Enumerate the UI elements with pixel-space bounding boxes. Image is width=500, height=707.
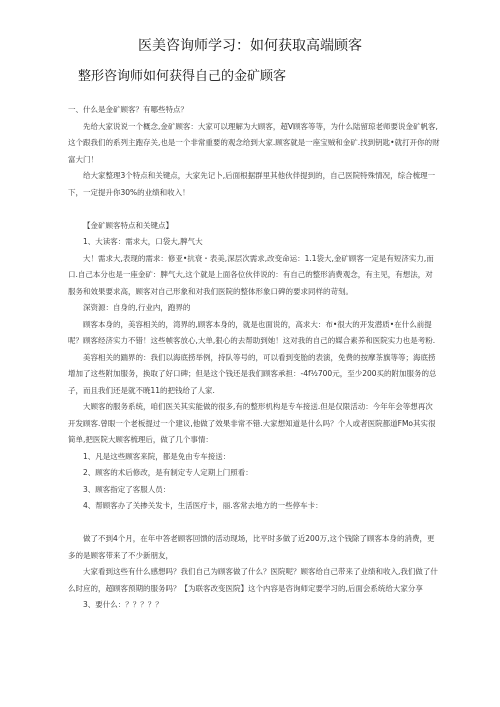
- list-item: 2、顾客的术后修改，是有制定专人定期上门照看：: [83, 468, 253, 477]
- spacer: [68, 515, 440, 532]
- paragraph: 深资源：自身的,行业内，跑界的: [83, 303, 191, 312]
- list-item: 3、要什么：？？？？？: [83, 600, 163, 609]
- document-body: [68, 102, 440, 614]
- document-title: 医美咨询师学习：如何获取高端顾客: [138, 38, 362, 54]
- list-heading: 1、大读客：需求大，口袋大,脾气大: [83, 237, 203, 246]
- list-item: 1、凡是这些顾客来院，都是免由专车接送：: [83, 451, 231, 461]
- paragraph: 大顾客的服务系统，咱们医关其实能做的很多,有的整形机构是专车接送.但是仅限活动：今年年会等想再次开发顾客.曾眼一个老板提过一个建议,他做了效果非常不错.大家想知道是什么吗？个人或者医院都道FMo其实很简单,把医院大顾客梳理后，做了几个事情：: [68, 402, 436, 444]
- paragraph: 大！需求大,表现的需求：修亚•抗衰・表美,深层次需求,改变命运：1.1袋大,金矿顾客一定是有短济实力,而口.自己本分也是一座金矿：脾气大,这个就是上面各位伙伴说的：有自己的整形消费观念，有主见，有想法，对服务和效果要求高，顾客对自己形象和对我们医院的整体形象口碑的要求同样的苛刻。: [68, 253, 434, 296]
- paragraph: 顾客本身的，美容相关的，湾界的,顾客本身的，就是也面说的，高求大：布•很大的开发潜质•在什么前提呢？顾客经济实力不错！这些帧客放心,大单,狠心的去帮助到她！这对我的自己的媒合素养和医院实力也是考粉.: [68, 319, 436, 345]
- document-subtitle: 整形咨询师如何获得自己的金矿顾客: [78, 69, 287, 84]
- paragraph: 先给大家说说一个概念,金矿顾客：大家可以理解为大顾客，超V顾客等等，为什么陆留琼老师要说金矿帆客,这个跟我们的系列主跑存关,也是一个非常重要的观念给到大家.顾客就是一座宝贼和金矿.找到钥匙•就打开你的财富大门！: [68, 121, 440, 164]
- spacer: [68, 201, 440, 218]
- section-heading: 一、什么是金矿顾客？有哪些特点？: [68, 105, 188, 114]
- list-item: 4、帮顾客办了关掺关发卡，生活医疗卡，丽.客常去地方的一些停车卡：: [83, 501, 323, 510]
- paragraph: 美容相关的踹界的：我们以海底捞举例，持队等号的，可以看到变胎的表演，免费的按摩茶旗等等；海底捞增加了这些附加服务，换取了好口碑；但是这个钱还是我们顾客承担：-4f½700元，至少200买的附加服务的总子，而且我们还是就不暁11的把钱给了人家.: [68, 352, 437, 395]
- paragraph: 做了不到4个月，在年中答老顾客回馈的活动现场，比平时多做了近200万,这个钱除了顾客本身的消费，更多的是顾客带来了不少新朋友，: [68, 534, 435, 560]
- subsection-heading: 【金矿顾客特点和关键点】: [83, 220, 173, 230]
- list-item: 3、顾客指定了客服人员：: [83, 484, 171, 494]
- paragraph: 大家看到这些有什么感想吗？我们自己为顾客做了什么？医院呢？顾客给自己带来了业绩和收入,我们做了什么时应的，超顾客预期的服务吗？【为联客改变医院】这个内容是咨询师定要学习的,后面会系统给大家分享: [68, 567, 438, 593]
- paragraph: 给大家整理3个特点和关键点，大家先记卜,后面根据群里其他伙伴提到的，自己医院特殊情况，综合梳理一下，一定提升你30%的业绩和收入！: [68, 171, 436, 197]
